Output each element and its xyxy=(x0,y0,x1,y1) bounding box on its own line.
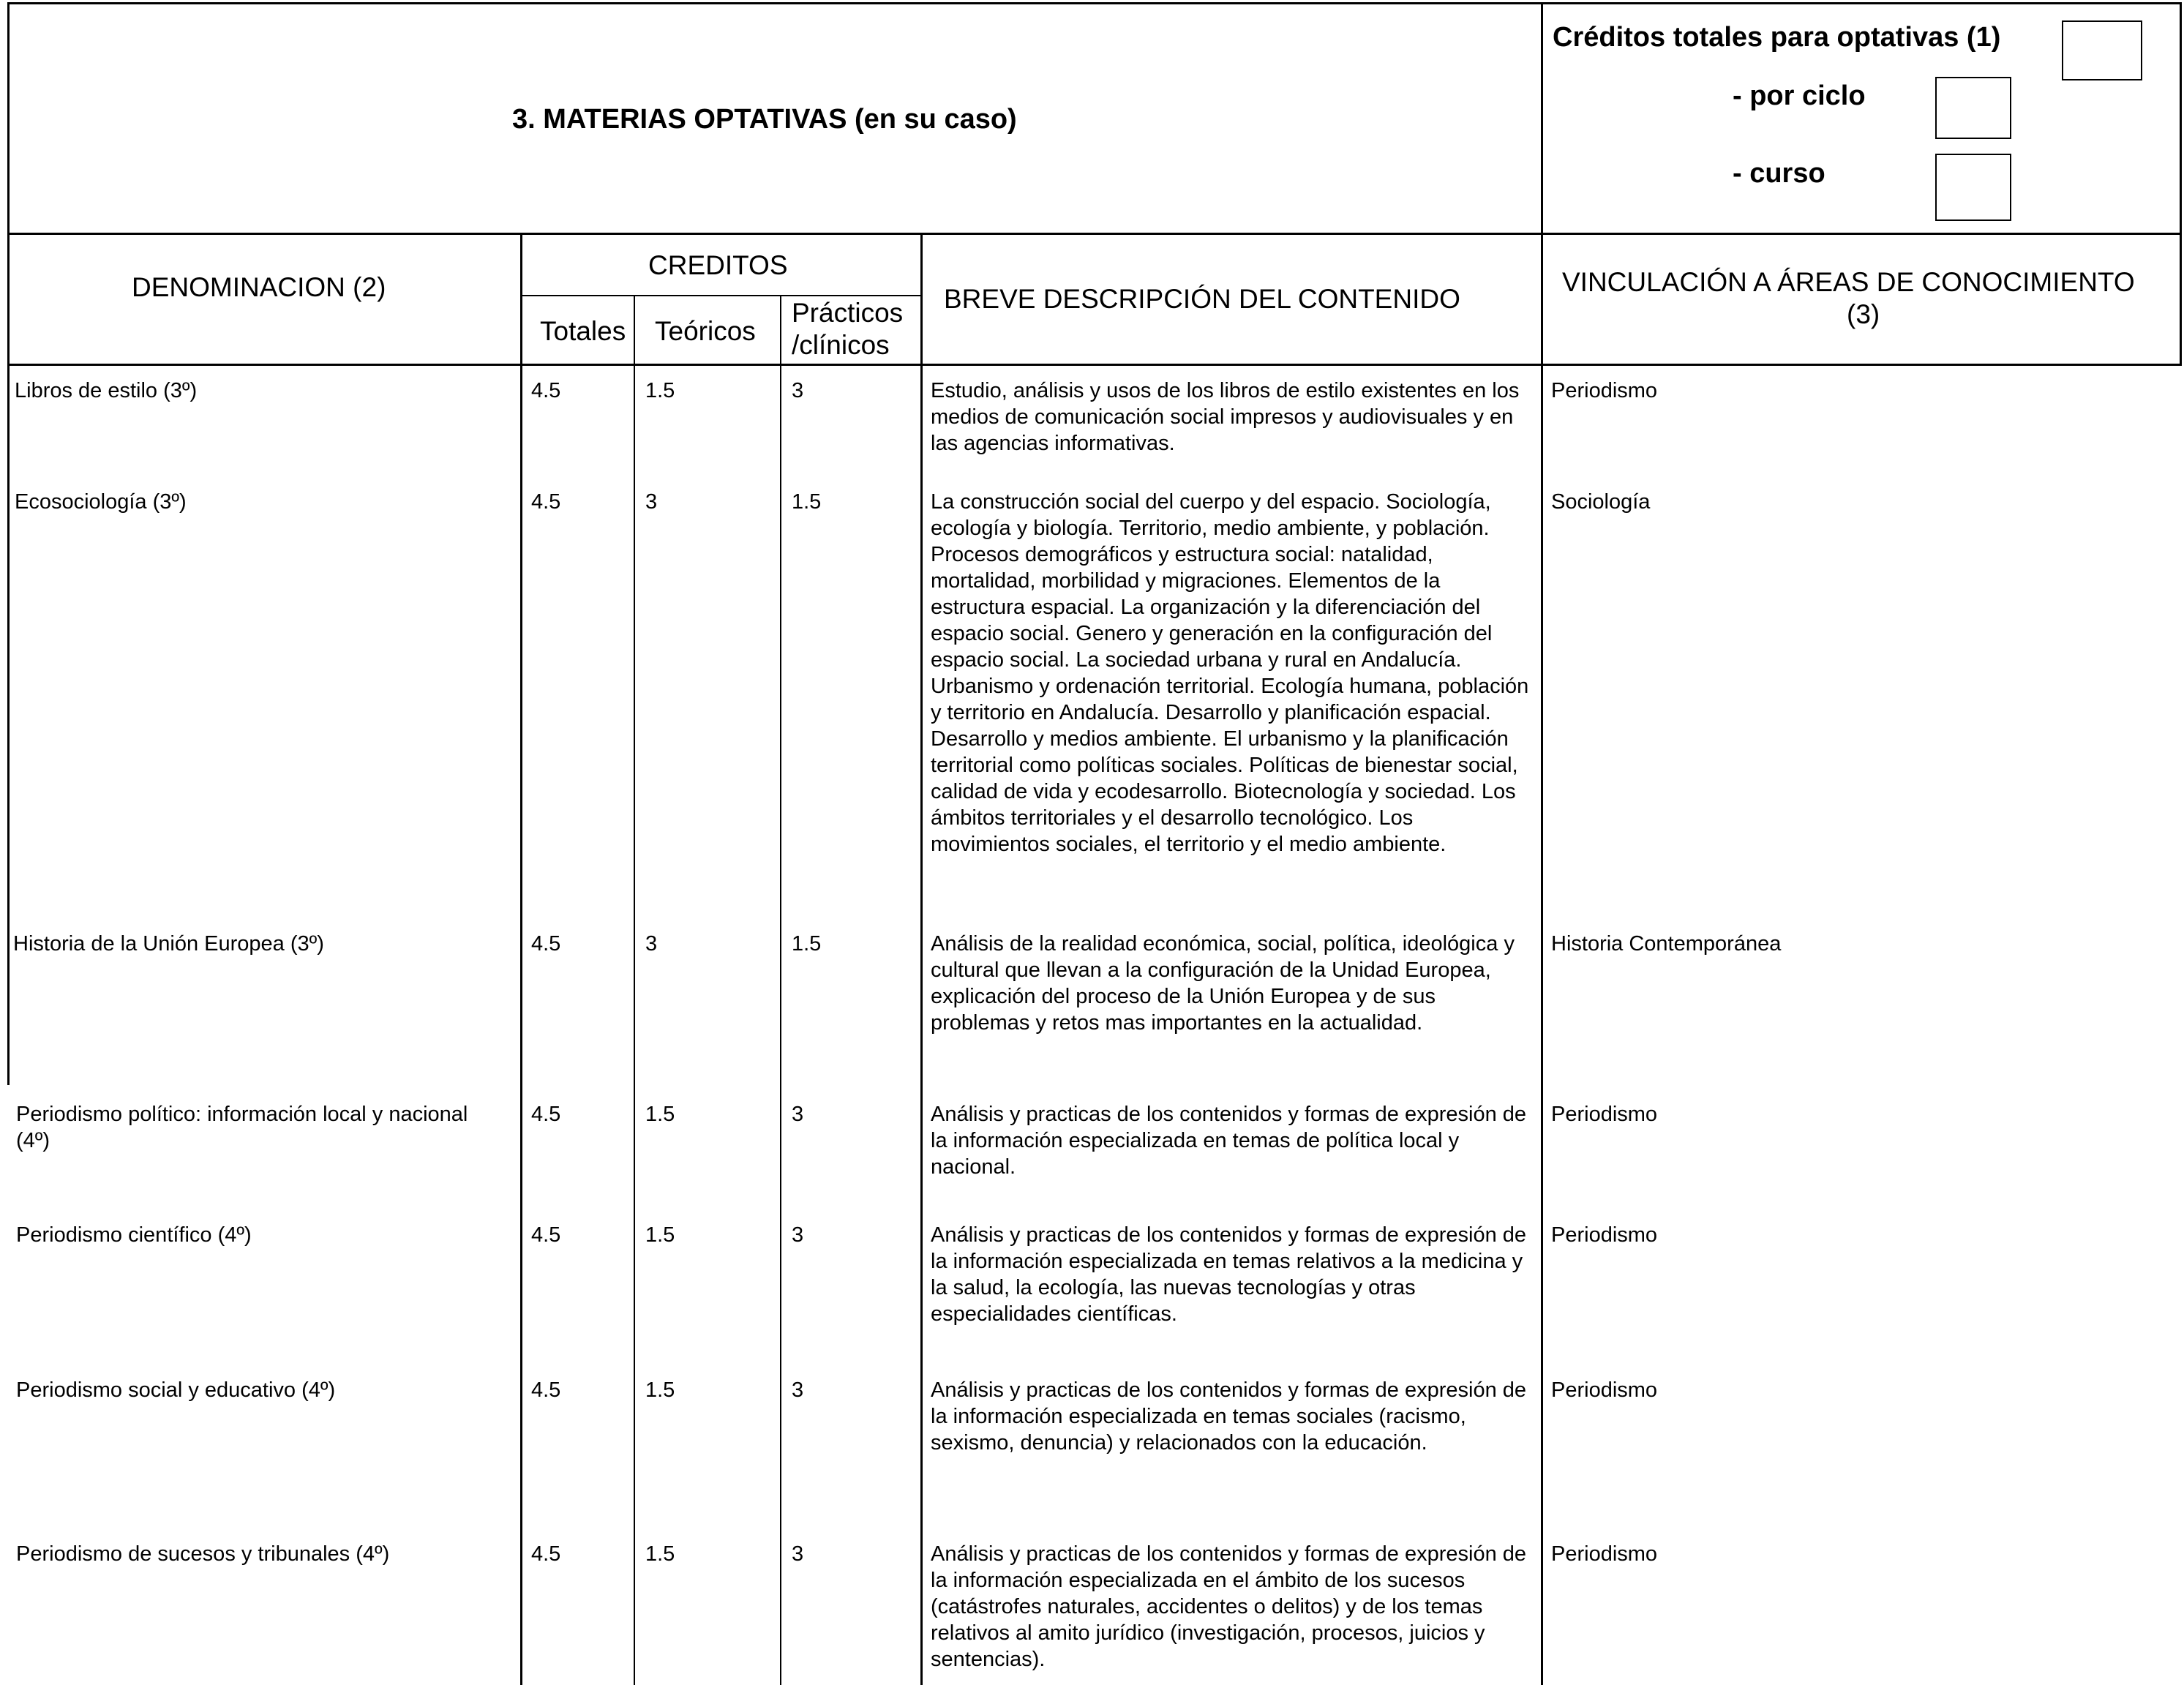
row-3-practicos: 1.5 xyxy=(792,932,822,956)
row-6-area: Periodismo xyxy=(1551,1378,1658,1402)
row-3-area: Historia Contemporánea xyxy=(1551,932,1782,956)
row-7-totales: 4.5 xyxy=(531,1542,561,1566)
por-ciclo-label: - por ciclo xyxy=(1733,80,1866,111)
row-5-totales: 4.5 xyxy=(531,1223,561,1247)
practicos-header-line1: Prácticos xyxy=(792,298,904,328)
vinculacion-header-line2: (3) xyxy=(1847,299,1880,329)
row-5-name: Periodismo científico (4º) xyxy=(16,1223,252,1247)
row-4-totales: 4.5 xyxy=(531,1103,561,1126)
row-2-name: Ecosociología (3º) xyxy=(15,490,187,514)
row-6-totales: 4.5 xyxy=(531,1378,561,1402)
row-7-descripcion: Análisis y practicas de los contenidos y formas de expresión de la información especializada en el ámbito de los sucesos (catástrofes naturales, accidentes o delitos) y de los temas relativos al amito jurídico (investigación, procesos, juicios y sentencias). xyxy=(931,1542,1527,1671)
curso-label: - curso xyxy=(1733,158,1825,189)
row-2-totales: 4.5 xyxy=(531,490,561,514)
row-5-descripcion: Análisis y practicas de los contenidos y formas de expresión de la información especializada en temas relativos a la medicina y la salud, la ecología, las nuevas tecnologías y otras especialidades científicas. xyxy=(931,1223,1527,1326)
row-1-practicos: 3 xyxy=(792,379,804,402)
left-border xyxy=(7,2,10,1085)
row-3-name: Historia de la Unión Europea (3º) xyxy=(13,932,324,956)
row-6-name: Periodismo social y educativo (4º) xyxy=(16,1378,336,1402)
col-divider-teoricos xyxy=(780,295,781,1685)
col-divider-denominacion xyxy=(520,233,522,1685)
row-1-name: Libros de estilo (3º) xyxy=(15,379,198,402)
col-divider-totales xyxy=(634,295,635,1685)
vinculacion-header-line1: VINCULACIÓN A ÁREAS DE CONOCIMIENTO xyxy=(1562,267,2135,297)
row-6-practicos: 3 xyxy=(792,1378,804,1402)
practicos-header-line2: /clínicos xyxy=(792,330,890,360)
row-3-totales: 4.5 xyxy=(531,932,561,956)
row-4-descripcion: Análisis y practicas de los contenidos y formas de expresión de la información especializada en temas de política local y nacional. xyxy=(931,1103,1527,1179)
creditos-subheader-line xyxy=(520,295,920,296)
row-1-descripcion: Estudio, análisis y usos de los libros de estilo existentes en los medios de comunicación social impresos y audiovisuales y en las agencias informativas. xyxy=(931,379,1520,455)
section-title: 3. MATERIAS OPTATIVAS (en su caso) xyxy=(512,104,1017,135)
row-4-area: Periodismo xyxy=(1551,1103,1658,1126)
row-4-practicos: 3 xyxy=(792,1103,804,1126)
creditos-header: CREDITOS xyxy=(648,250,788,280)
row-5-teoricos: 1.5 xyxy=(645,1223,675,1247)
creditos-totales-input-box[interactable] xyxy=(2062,20,2142,80)
teoricos-header: Teóricos xyxy=(655,316,756,346)
col-divider-creditos xyxy=(920,233,923,1685)
row-1-teoricos: 1.5 xyxy=(645,379,675,402)
row-7-area: Periodismo xyxy=(1551,1542,1658,1566)
row-2-area: Sociología xyxy=(1551,490,1651,514)
row-7-teoricos: 1.5 xyxy=(645,1542,675,1566)
header-bottom-line xyxy=(7,233,2182,235)
row-2-practicos: 1.5 xyxy=(792,490,822,514)
totales-header: Totales xyxy=(540,316,626,346)
row-2-teoricos: 3 xyxy=(645,490,658,514)
row-6-descripcion: Análisis y practicas de los contenidos y formas de expresión de la información especializada en temas sociales (racismo, sexismo, denuncia) y relacionados con la educación. xyxy=(931,1378,1527,1455)
por-ciclo-input-box[interactable] xyxy=(1935,77,2011,139)
column-header-bottom-line xyxy=(7,364,2182,366)
row-5-area: Periodismo xyxy=(1551,1223,1658,1247)
row-3-descripcion: Análisis de la realidad económica, social, política, ideológica y cultural que llevan a la configuración de la Unidad Europea, explicación del proceso de la Unión Europea y de sus problemas y retos mas importantes en la actualidad. xyxy=(931,932,1515,1035)
descripcion-header: BREVE DESCRIPCIÓN DEL CONTENIDO xyxy=(944,284,1460,314)
row-1-totales: 4.5 xyxy=(531,379,561,402)
row-4-name: Periodismo político: información local y nacional (4º) xyxy=(16,1103,468,1152)
row-5-practicos: 3 xyxy=(792,1223,804,1247)
right-border xyxy=(2180,2,2182,366)
row-7-name: Periodismo de sucesos y tribunales (4º) xyxy=(16,1542,390,1566)
top-border xyxy=(7,2,2182,4)
row-7-practicos: 3 xyxy=(792,1542,804,1566)
denominacion-header: DENOMINACION (2) xyxy=(132,272,386,302)
curso-input-box[interactable] xyxy=(1935,154,2011,221)
row-1-area: Periodismo xyxy=(1551,379,1658,402)
row-6-teoricos: 1.5 xyxy=(645,1378,675,1402)
row-2-descripcion: La construcción social del cuerpo y del espacio. Sociología, ecología y biología. Territorio, medio ambiente, y población. Procesos demográficos y estructura social: natalidad, mortalidad, morbilidad y migraciones. Elementos de la estructura espacial. La organización y la diferenciación del espacio social. Genero y generación en la configuración del espacio social. La sociedad urbana y rural en Andalucía. Urbanismo y ordenación territorial. Ecología humana, población y territorio en Andalucía. Desarrollo y planificación espacial. Desarrollo y medios ambiente. El urbanismo y la planificación territorial como políticas sociales. Políticas de bienestar social, calidad de vida y ecodesarrollo. Biotecnología y sociedad. Los ámbitos territoriales y el desarrollo tecnológico. Los movimientos sociales, el territorio y el medio ambiente. xyxy=(931,490,1529,856)
creditos-totales-label: Créditos totales para optativas (1) xyxy=(1553,22,2001,53)
row-4-teoricos: 1.5 xyxy=(645,1103,675,1126)
header-divider xyxy=(1541,2,1543,1685)
row-3-teoricos: 3 xyxy=(645,932,658,956)
